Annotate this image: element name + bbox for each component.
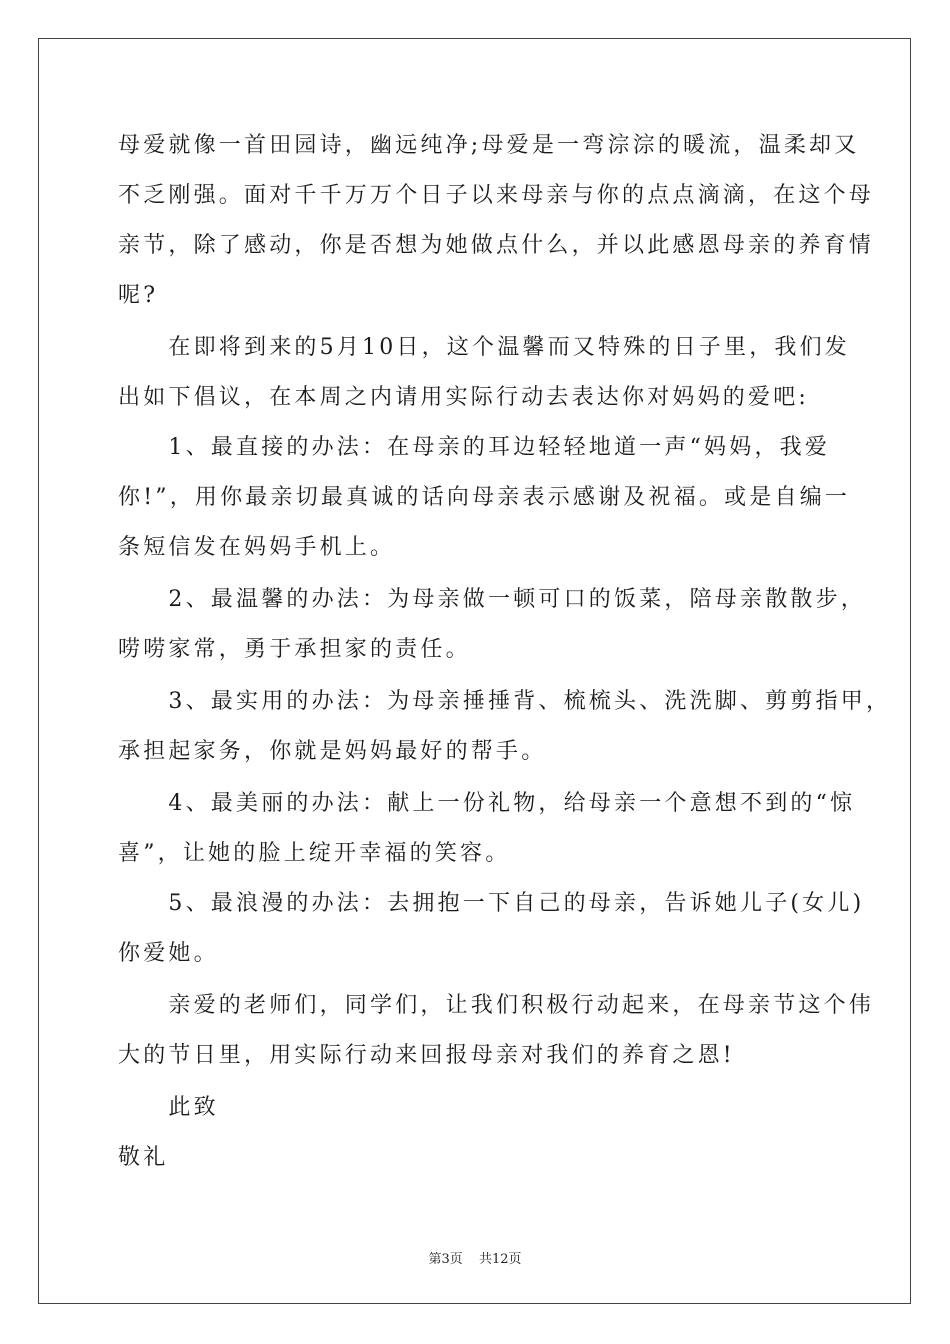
page-number: 第3页: [428, 1252, 463, 1267]
text-line: 此致: [118, 1095, 219, 1120]
text-line: 出如下倡议，在本周之内请用实际行动去表达你对妈妈的爱吧:: [118, 385, 810, 410]
text-line: 亲节，除了感动，你是否想为她做点什么，并以此感恩母亲的养育情: [118, 233, 875, 258]
text-line: 5、最浪漫的办法：去拥抱一下自己的母亲，告诉她儿子(女儿): [118, 891, 865, 916]
page-footer: [0, 1248, 950, 1267]
page-total: 共12页: [478, 1252, 522, 1267]
text-line: 条短信发在妈妈手机上。: [118, 535, 396, 560]
text-line: 呢?: [118, 283, 159, 308]
text-line: 喜”，让她的脸上绽开幸福的笑容。: [118, 841, 511, 866]
text-line: 你!”，用你最亲切最真诚的话向母亲表示感谢及祝福。或是自编一: [118, 485, 851, 510]
text-line: 敬礼: [118, 1145, 169, 1170]
text-line: 承担起家务，你就是妈妈最好的帮手。: [118, 739, 547, 764]
text-line: 3、最实用的办法：为母亲捶捶背、梳梳头、洗洗脚、剪剪指甲，: [118, 689, 892, 714]
text-line: 你爱她。: [118, 941, 219, 966]
text-line: 2、最温馨的办法：为母亲做一顿可口的饭菜，陪母亲散散步，: [118, 587, 866, 612]
text-line: 不乏刚强。面对千千万万个日子以来母亲与你的点点滴滴，在这个母: [118, 183, 875, 208]
text-line: 1、最直接的办法：在母亲的耳边轻轻地道一声“妈妈，我爱: [118, 435, 831, 460]
text-line: 4、最美丽的办法：献上一份礼物，给母亲一个意想不到的“惊: [118, 791, 856, 816]
text-line: 母爱就像一首田园诗，幽远纯净;母爱是一弯淙淙的暖流，温柔却又: [118, 133, 860, 158]
text-line: 在即将到来的5月10日，这个温馨而又特殊的日子里，我们发: [118, 335, 850, 360]
text-line: 亲爱的老师们，同学们，让我们积极行动起来，在母亲节这个伟: [118, 993, 875, 1018]
text-line: 大的节日里，用实际行动来回报母亲对我们的养育之恩!: [118, 1043, 735, 1068]
text-line: 唠唠家常，勇于承担家的责任。: [118, 637, 471, 662]
